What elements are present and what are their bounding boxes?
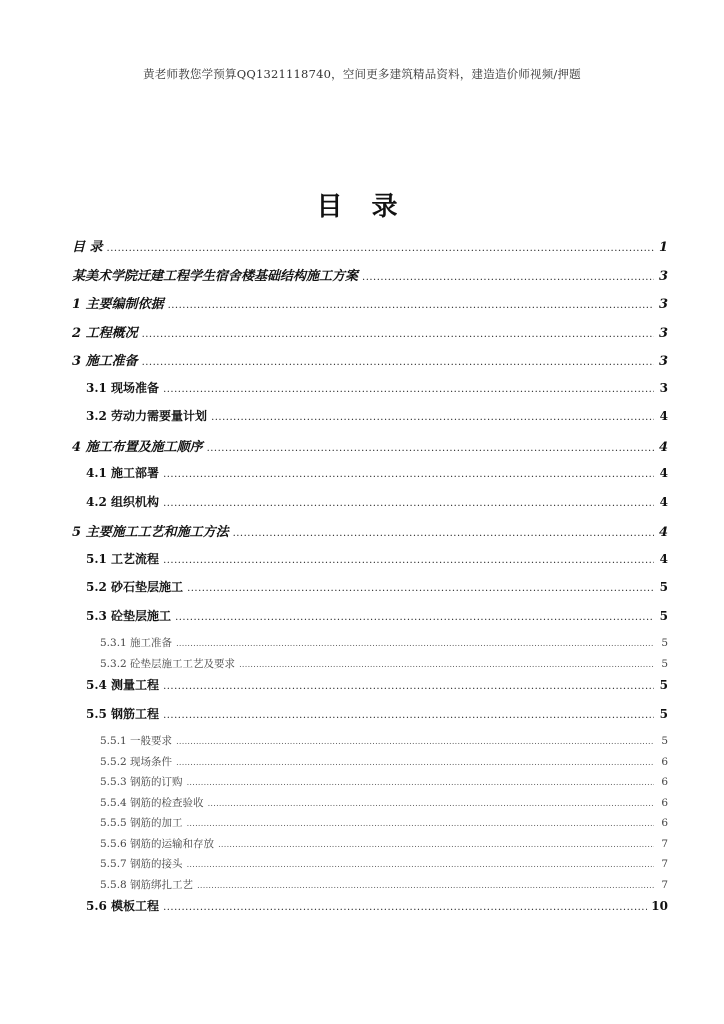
toc-leader-dots: [163, 710, 654, 721]
table-of-contents: [72, 236, 668, 926]
toc-entry-page: 4: [658, 439, 668, 455]
toc-entry[interactable]: [72, 550, 668, 579]
toc-entry-page: 5: [659, 580, 668, 594]
toc-entry-page: 7: [661, 858, 668, 870]
toc-entry[interactable]: [72, 877, 668, 898]
toc-leader-dots: [239, 660, 654, 669]
toc-leader-dots: [163, 902, 647, 913]
toc-entry-page: 5: [661, 657, 668, 670]
toc-entry-page: 4: [658, 525, 668, 540]
toc-entry-title: 5.4 测量工程: [86, 678, 160, 692]
toc-entry[interactable]: [72, 464, 668, 493]
toc-leader-dots: [218, 840, 654, 849]
toc-entry-title: 4 施工布置及施工顺序: [72, 439, 203, 455]
toc-entry-title: 5 主要施工工艺和施工方法: [72, 525, 229, 540]
toc-entry[interactable]: [72, 656, 668, 677]
toc-entry[interactable]: [72, 493, 668, 522]
toc-entry[interactable]: [72, 578, 668, 607]
toc-entry[interactable]: [72, 350, 668, 379]
toc-entry[interactable]: [72, 733, 668, 754]
toc-entry-title: 5.5.3 钢筋的订购: [100, 776, 183, 788]
toc-entry-page: 1: [658, 240, 668, 255]
toc-entry-title: 4.2 组织机构: [86, 494, 160, 509]
toc-leader-dots: [142, 357, 654, 368]
toc-leader-dots: [187, 860, 654, 869]
toc-entry-title: 5.6 模板工程: [86, 899, 160, 913]
toc-leader-dots: [187, 778, 654, 787]
toc-entry-page: 4: [659, 551, 668, 566]
toc-leader-dots: [163, 469, 654, 480]
toc-entry-page: 7: [661, 878, 668, 891]
toc-entry-page: 6: [661, 817, 668, 829]
toc-leader-dots: [163, 498, 654, 509]
toc-entry-title: 1 主要编制依据: [72, 297, 164, 312]
toc-entry-title: 5.5.6 钢筋的运输和存放: [100, 837, 215, 850]
toc-entry-page: 6: [661, 796, 668, 809]
toc-entry-title: 5.5.1 一般要求: [100, 735, 173, 747]
toc-entry[interactable]: [72, 705, 668, 734]
toc-entry[interactable]: [72, 265, 668, 294]
toc-leader-dots: [176, 737, 654, 746]
toc-entry[interactable]: [72, 897, 668, 926]
toc-entry-title: 某美术学院迁建工程学生宿舍楼基础结构施工方案: [72, 268, 359, 284]
toc-entry-page: 3: [659, 380, 668, 395]
toc-title: 目 录: [316, 192, 408, 222]
toc-entry[interactable]: [72, 236, 668, 265]
toc-leader-dots: [163, 384, 654, 395]
toc-leader-dots: [207, 443, 654, 454]
toc-leader-dots: [163, 681, 654, 692]
toc-leader-dots: [107, 243, 654, 254]
toc-entry[interactable]: [72, 521, 668, 550]
toc-entry-title: 5.5.2 现场条件: [100, 755, 173, 768]
toc-entry-title: 目 录: [72, 240, 103, 255]
toc-entry[interactable]: [72, 676, 668, 705]
toc-entry-title: 2 工程概况: [72, 325, 138, 341]
toc-entry[interactable]: [72, 635, 668, 656]
toc-entry[interactable]: [72, 322, 668, 351]
toc-entry-title: 5.2 砂石垫层施工: [86, 580, 184, 594]
toc-entry[interactable]: [72, 436, 668, 465]
toc-entry-page: 10: [651, 899, 668, 913]
toc-entry-page: 5: [659, 678, 668, 692]
page-header: 黄老师教您学预算QQ1321118740，空间更多建筑精品资料，建造造价师视频/押题: [143, 67, 581, 81]
toc-entry-title: 5.1 工艺流程: [86, 551, 160, 566]
toc-leader-dots: [362, 272, 654, 283]
toc-entry[interactable]: [72, 815, 668, 836]
toc-leader-dots: [197, 881, 654, 890]
toc-entry-title: 5.3 砼垫层施工: [86, 608, 172, 623]
toc-entry-title: 3.1 现场准备: [86, 380, 160, 395]
toc-entry-page: 3: [658, 268, 668, 284]
toc-entry-title: 5.5.7 钢筋的接头: [100, 858, 183, 870]
toc-leader-dots: [233, 528, 654, 539]
toc-leader-dots: [163, 555, 654, 566]
toc-leader-dots: [168, 300, 654, 311]
toc-entry-title: 5.3.2 砼垫层施工工艺及要求: [100, 657, 236, 670]
toc-entry-title: 5.5 钢筋工程: [86, 706, 160, 721]
toc-leader-dots: [175, 612, 654, 623]
toc-entry-page: 7: [661, 837, 668, 850]
toc-leader-dots: [208, 799, 654, 808]
toc-entry[interactable]: [72, 379, 668, 408]
toc-leader-dots: [187, 583, 654, 594]
toc-entry-page: 6: [661, 776, 668, 788]
toc-entry[interactable]: [72, 795, 668, 816]
toc-entry-page: 4: [659, 409, 668, 423]
toc-entry-page: 3: [658, 354, 668, 369]
toc-leader-dots: [176, 758, 654, 767]
toc-leader-dots: [142, 329, 654, 340]
toc-entry[interactable]: [72, 754, 668, 775]
toc-entry-page: 3: [658, 325, 668, 341]
toc-entry-page: 5: [659, 706, 668, 721]
toc-entry-title: 5.3.1 施工准备: [100, 637, 173, 649]
toc-entry-page: 4: [659, 466, 668, 480]
toc-entry[interactable]: [72, 293, 668, 322]
toc-entry-title: 3 施工准备: [72, 354, 138, 369]
toc-entry-title: 4.1 施工部署: [86, 466, 160, 480]
toc-entry-page: 5: [661, 637, 668, 649]
toc-leader-dots: [211, 412, 654, 423]
toc-entry-title: 5.5.4 钢筋的检查验收: [100, 796, 204, 809]
toc-entry-page: 3: [658, 297, 668, 312]
toc-entry-title: 5.5.5 钢筋的加工: [100, 817, 183, 829]
toc-entry-title: 5.5.8 钢筋绑扎工艺: [100, 878, 194, 891]
toc-entry[interactable]: [72, 856, 668, 877]
toc-entry-page: 4: [659, 494, 668, 509]
toc-entry-page: 6: [661, 755, 668, 768]
toc-entry[interactable]: [72, 836, 668, 857]
toc-entry-title: 3.2 劳动力需要量计划: [86, 409, 208, 423]
toc-entry-page: 5: [661, 735, 668, 747]
toc-leader-dots: [176, 639, 654, 648]
toc-entry[interactable]: [72, 607, 668, 636]
toc-entry[interactable]: [72, 774, 668, 795]
toc-entry-page: 5: [659, 608, 668, 623]
toc-leader-dots: [187, 819, 654, 828]
toc-entry[interactable]: [72, 407, 668, 436]
